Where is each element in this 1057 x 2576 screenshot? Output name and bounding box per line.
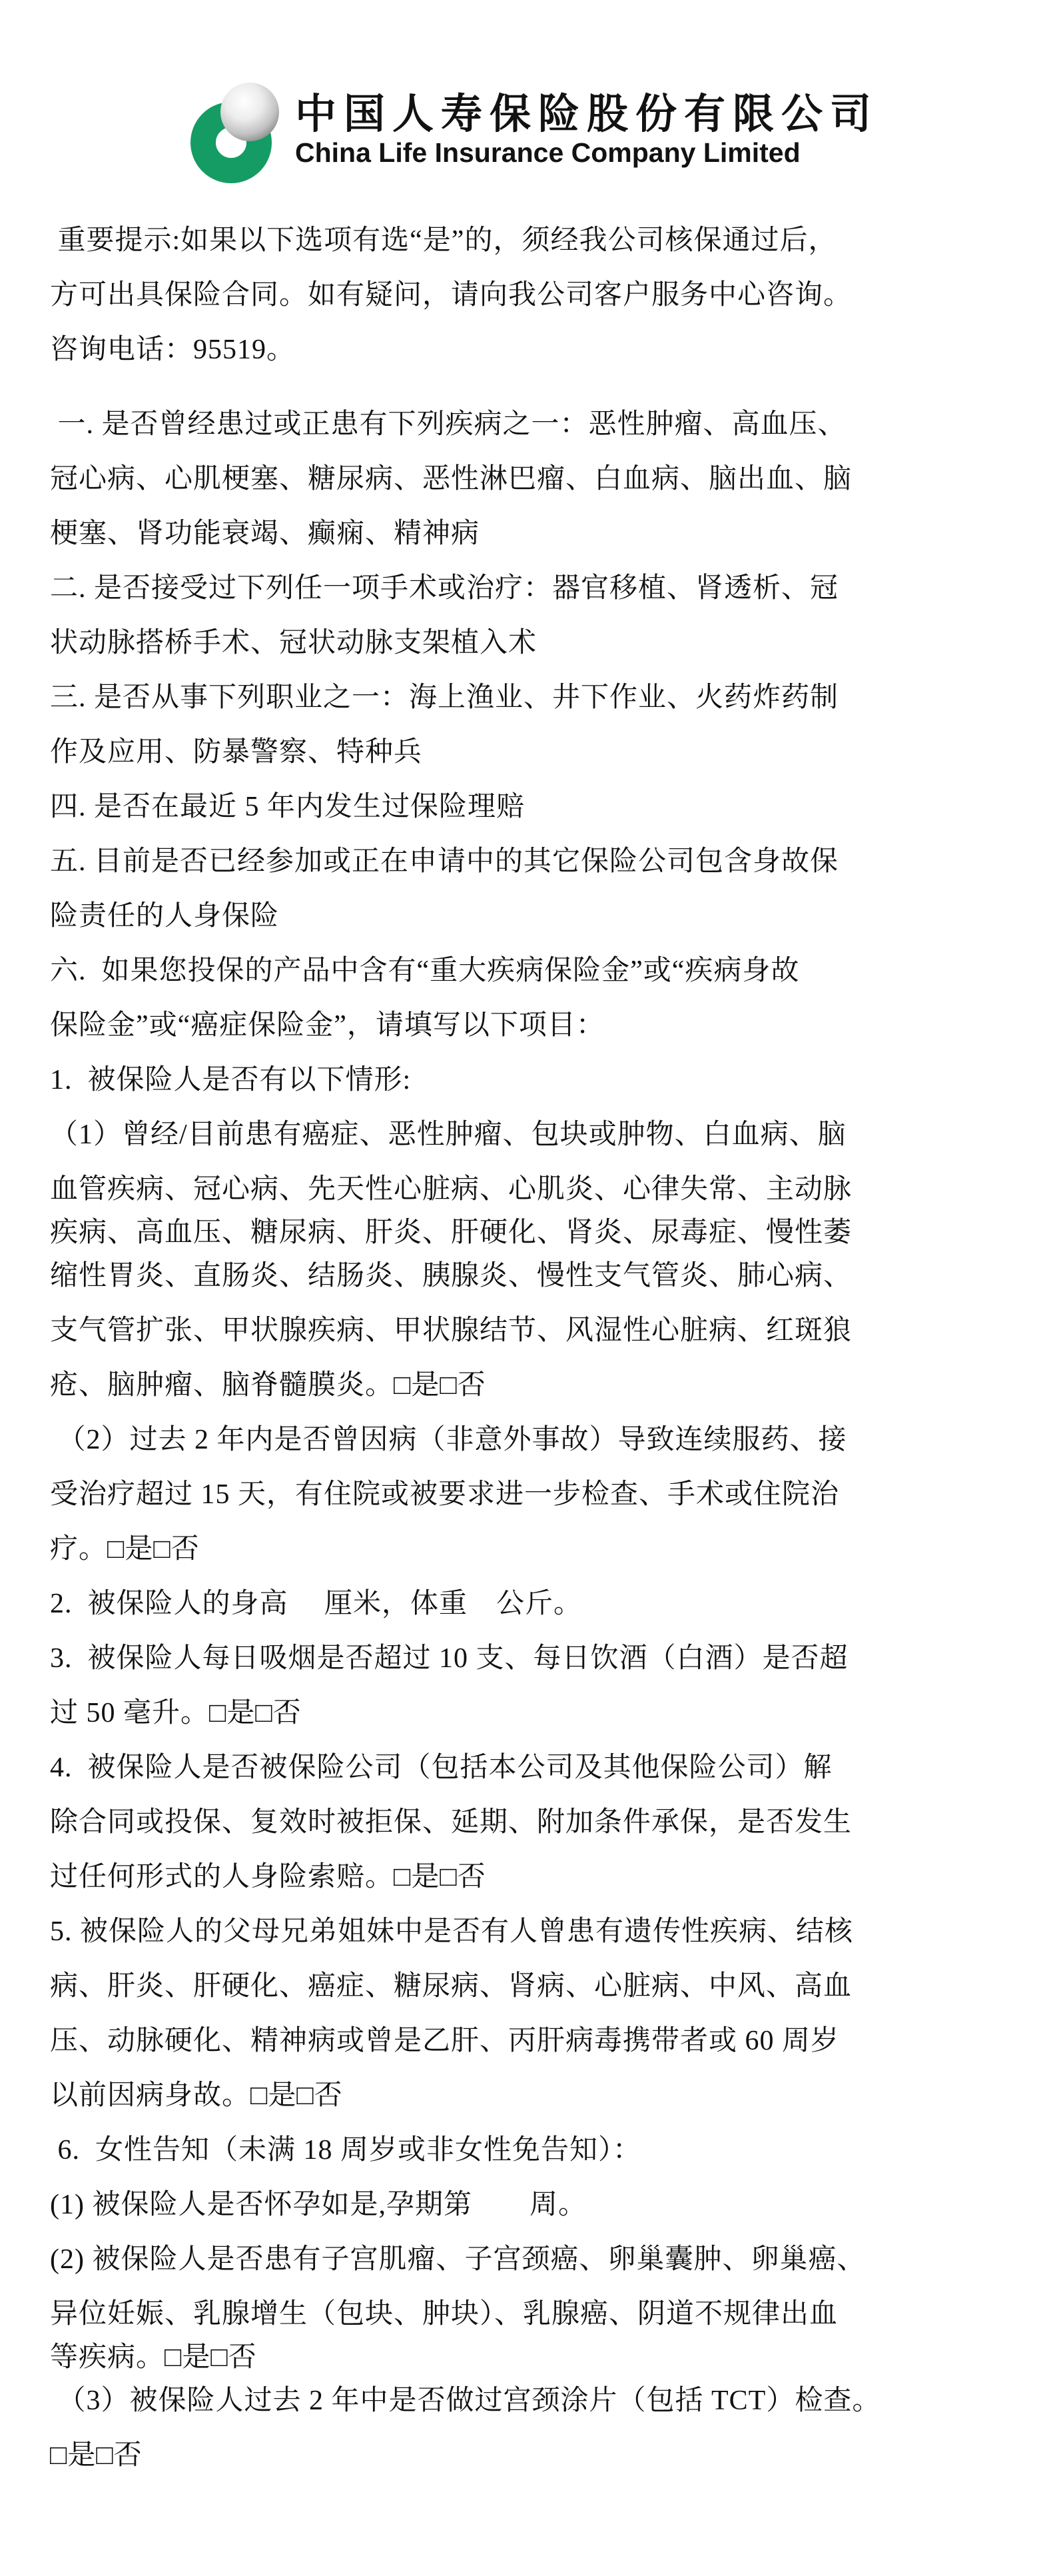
doc-line: 疗。□是□否 <box>50 1534 200 1565</box>
doc-line: 以前因病身故。□是□否 <box>50 2080 343 2111</box>
doc-line: 保险金”或“癌症保险金”，请填写以下项目： <box>50 1010 605 1041</box>
company-name-chinese: 中国人寿保险股份有限公司 <box>295 91 879 137</box>
doc-line: 受治疗超过 15 天，有住院或被要求进一步检查、手术或住院治 <box>50 1479 840 1510</box>
doc-line: 二. 是否接受过下列任一项手术或治疗：器官移植、肾透析、冠 <box>50 573 839 604</box>
doc-line: 等疾病。□是□否 <box>50 2342 257 2373</box>
doc-line: (2) 被保险人是否患有子宫肌瘤、子宫颈癌、卵巢囊肿、卵巢癌、 <box>50 2244 866 2275</box>
logo-sphere <box>220 83 279 141</box>
doc-line: 六. 如果您投保的产品中含有“重大疾病保险金”或“疾病身故 <box>50 956 800 986</box>
doc-line: 过任何形式的人身险索赔。□是□否 <box>50 1862 486 1892</box>
doc-line: 6. 女性告知（未满 18 周岁或非女性免告知）： <box>50 2135 642 2166</box>
doc-line: 除合同或投保、复效时被拒保、延期、附加条件承保，是否发生 <box>50 1807 853 1838</box>
doc-line: 五. 目前是否已经参加或正在申请中的其它保险公司包含身故保 <box>50 846 839 877</box>
doc-line: 三. 是否从事下列职业之一：海上渔业、井下作业、火药炸药制 <box>50 682 839 713</box>
doc-line: 作及应用、防暴警察、特种兵 <box>50 737 423 768</box>
china-life-logo-icon <box>188 77 282 189</box>
company-name-english: China Life Insurance Company Limited <box>295 137 801 168</box>
doc-line: 异位妊娠、乳腺增生（包块、肿块）、乳腺癌、阴道不规律出血 <box>50 2299 839 2329</box>
doc-line: 病、肝炎、肝硬化、癌症、糖尿病、肾病、心脏病、中风、高血 <box>50 1971 853 2002</box>
doc-line: 支气管扩张、甲状腺疾病、甲状腺结节、风湿性心脏病、红斑狼 <box>50 1315 853 1346</box>
doc-line: 险责任的人身保险 <box>50 901 280 932</box>
doc-line: 1. 被保险人是否有以下情形: <box>50 1065 412 1095</box>
doc-line: 重要提示:如果以下选项有选“是”的，须经我公司核保通过后， <box>50 225 837 256</box>
doc-line: 缩性胃炎、直肠炎、结肠炎、胰腺炎、慢性支气管炎、肺心病、 <box>50 1261 853 1291</box>
doc-line: 一. 是否曾经患过或正患有下列疾病之一：恶性肿瘤、高血压、 <box>50 409 847 440</box>
doc-line: （2）过去 2 年内是否曾因病（非意外事故）导致连续服药、接 <box>50 1425 847 1455</box>
doc-line: 疮、脑肿瘤、脑脊髓膜炎。□是□否 <box>50 1370 486 1401</box>
doc-line: 方可出具保险合同。如有疑问，请向我公司客户服务中心咨询。 <box>50 280 853 311</box>
doc-line: 血管疾病、冠心病、先天性心脏病、心肌炎、心律失常、主动脉 <box>50 1174 853 1205</box>
doc-line: 冠心病、心肌梗塞、糖尿病、恶性淋巴瘤、白血病、脑出血、脑 <box>50 464 853 494</box>
company-logo <box>188 77 879 189</box>
doc-line: 压、动脉硬化、精神病或曾是乙肝、丙肝病毒携带者或 60 周岁 <box>50 2026 840 2056</box>
doc-line: 5. 被保险人的父母兄弟姐妹中是否有人曾患有遗传性疾病、结核 <box>50 1916 854 1947</box>
doc-line: （3）被保险人过去 2 年中是否做过宫颈涂片（包括 TCT）检查。 <box>50 2385 881 2416</box>
questionnaire-text <box>50 213 1029 2483</box>
company-logo-text <box>295 77 879 168</box>
doc-line: 2. 被保险人的身高 厘米，体重 公斤。 <box>50 1589 583 1619</box>
doc-line: （1）曾经/目前患有癌症、恶性肿瘤、包块或肿物、白血病、脑 <box>50 1119 847 1150</box>
doc-line: 4. 被保险人是否被保险公司（包括本公司及其他保险公司）解 <box>50 1752 833 1783</box>
doc-line: 疾病、高血压、糖尿病、肝炎、肝硬化、肾炎、尿毒症、慢性萎 <box>50 1217 853 1248</box>
doc-line: 咨询电话：95519。 <box>50 334 296 365</box>
doc-line: 3. 被保险人每日吸烟是否超过 10 支、每日饮酒（白酒）是否超 <box>50 1643 849 1674</box>
doc-line: (1) 被保险人是否怀孕如是,孕期第 周。 <box>50 2190 587 2220</box>
doc-line: 梗塞、肾功能衰竭、癫痫、精神病 <box>50 518 480 549</box>
doc-line: 四. 是否在最近 5 年内发生过保险理赔 <box>50 792 526 822</box>
doc-line: 过 50 毫升。□是□否 <box>50 1698 302 1728</box>
doc-line: □是□否 <box>50 2440 143 2471</box>
doc-line: 状动脉搭桥手术、冠状动脉支架植入术 <box>50 628 537 658</box>
